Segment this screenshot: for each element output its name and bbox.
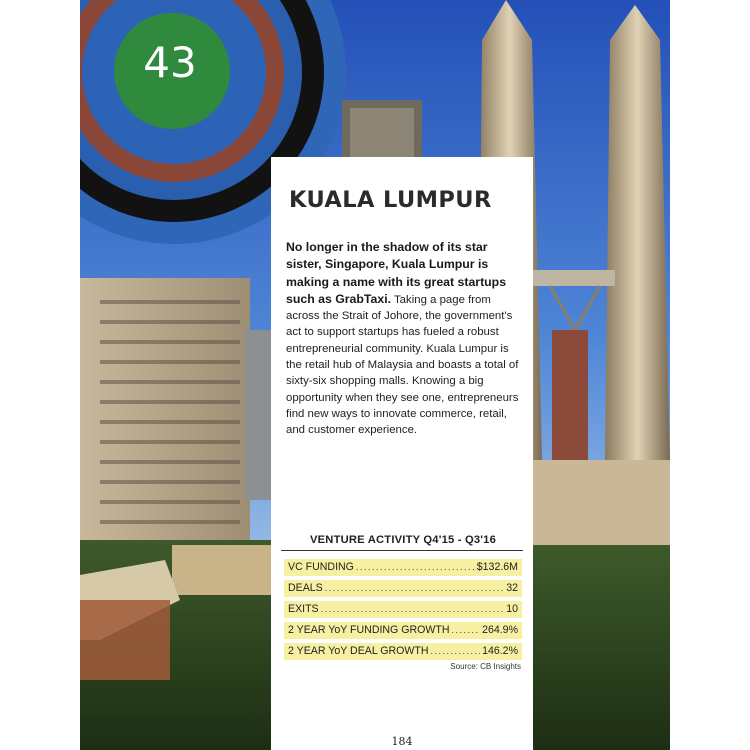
stat-row-deal-growth <box>284 643 522 660</box>
magazine-page <box>80 0 670 750</box>
venture-activity-title: VENTURE ACTIVITY Q4'15 - Q3'16 <box>309 534 497 546</box>
heritage-building <box>172 545 271 595</box>
stat-row-vc-funding <box>284 559 522 576</box>
rank-number: 43 <box>143 38 197 87</box>
leader-dots <box>452 622 481 639</box>
mall-building <box>533 460 670 550</box>
stat-row-funding-growth <box>284 622 522 639</box>
leader-dots <box>431 643 481 660</box>
body-paragraph: Taking a page from across the Strait of Johore, the government's act to support startups has fueled a robust entrepreneurial community. Kuala Lumpur is the retail hub of Malaysia and boasts a total of sixty-six shopping malls. Knowing a big opportunity when they see one, entrepreneurs find new ways to innovate commerce, retail, and customer experience. <box>286 293 519 437</box>
petronas-tower-right <box>605 5 670 460</box>
stat-row-deals <box>284 580 522 597</box>
leader-dots <box>325 580 504 597</box>
leader-dots <box>321 601 505 618</box>
stat-label: VC FUNDING <box>288 561 354 573</box>
article-body <box>286 239 524 439</box>
city-title: KUALA LUMPUR <box>289 187 492 213</box>
stat-label: 2 YEAR YoY DEAL GROWTH <box>288 645 429 657</box>
article-panel <box>271 157 533 750</box>
leader-dots <box>356 559 475 576</box>
skybridge <box>533 270 615 286</box>
red-building <box>552 330 588 460</box>
stat-label: 2 YEAR YoY FUNDING GROWTH <box>288 624 450 636</box>
stat-value: $132.6M <box>476 561 518 573</box>
stat-label: EXITS <box>288 603 319 615</box>
stat-value: 32 <box>506 582 518 594</box>
stat-value: 264.9% <box>482 624 518 636</box>
source-note: Source: CB Insights <box>450 662 521 671</box>
park-trees-right <box>533 545 670 750</box>
stat-row-exits <box>284 601 522 618</box>
page-number: 184 <box>391 735 413 748</box>
divider <box>281 550 523 551</box>
grey-building <box>245 330 271 500</box>
stat-value: 146.2% <box>482 645 518 657</box>
stat-value: 10 <box>506 603 518 615</box>
lead-paragraph: No longer in the shadow of its star sister, Singapore, Kuala Lumpur is making a name with its great startups such as GrabTaxi. <box>286 240 507 306</box>
stat-label: DEALS <box>288 582 323 594</box>
